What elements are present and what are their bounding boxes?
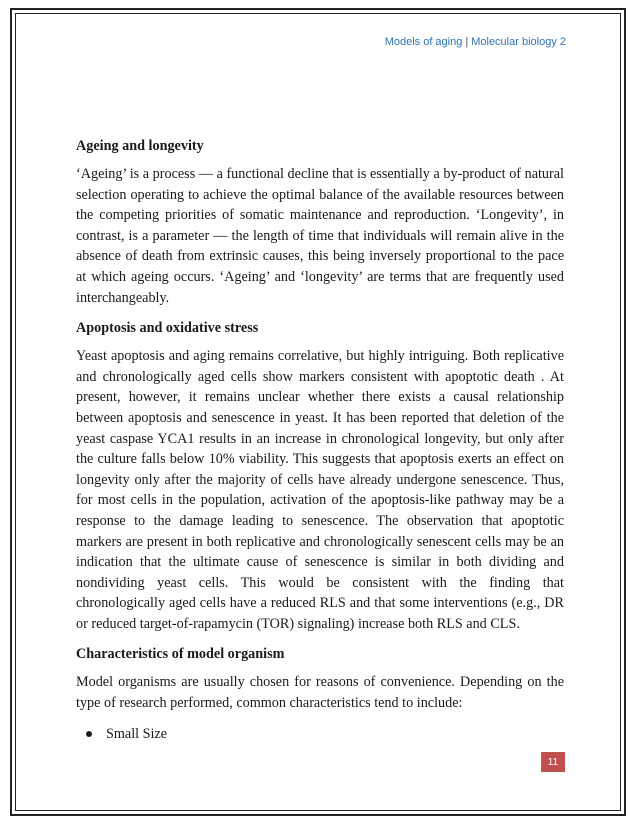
header-left: Models of aging: [384, 36, 463, 48]
characteristics-list: [76, 724, 564, 744]
header-separator: |: [465, 36, 469, 48]
paragraph-apoptosis: Yeast apoptosis and aging remains correlative, but highly intriguing. Both replicative and chronologically aged cells show markers consistent with apoptotic death . At present, however, it remains unclear whether there exists a causal relationship between apoptosis and senescence in yeast. It has been reported that deletion of the yeast caspase YCA1 results in an increase in chronological longevity, but only after the culture falls below 10% viability. This suggests that apoptosis exerts an effect on longevity only after the majority of cells have already undergone senescence. Thus, for most cells in the population, activation of the apoptosis-like pathway may be a response to the damage leading to senescence. The observation that apoptotic markers are present in both replicative and chronologically senescent cells may be an indication that the ultimate cause of senescence is similar in both dividing and nondividing yeast cells. This would be consistent with the finding that chronologically aged cells have a reduced RLS and that some interventions (e.g., DR or reduced target-of-rapamycin (TOR) signaling) increase both RLS and CLS.: [76, 348, 564, 632]
header-right: Molecular biology 2: [471, 36, 566, 48]
list-item-text: Small Size: [106, 725, 168, 742]
page-number-badge: [541, 752, 565, 772]
paragraph-ageing-longevity: ‘Ageing’ is a process — a functional decline that is essentially a by-product of natural selection operating to achieve the optimal balance of the available resources between the competing priorities of somatic maintenance and reproduction. ‘Longevity’, in contrast, is a parameter — the length of time that individuals will remain alive in the absence of death from extrinsic causes, this being inversely proportional to the pace at which ageing occurs. ‘Ageing’ and ‘longevity’ are terms that are frequently used interchangeably.: [76, 166, 564, 306]
heading-ageing-longevity: Ageing and longevity: [76, 138, 204, 154]
bullet-icon: [86, 731, 92, 737]
page-header: [385, 36, 566, 48]
paragraph-model-organism: Model organisms are usually chosen for reasons of convenience. Depending on the type of research performed, common characteristics tend to include:: [76, 674, 564, 712]
page-number: 11: [547, 756, 559, 768]
page-content: [76, 136, 564, 744]
list-item: [76, 724, 564, 744]
heading-apoptosis: Apoptosis and oxidative stress: [76, 320, 259, 337]
heading-model-organism: Characteristics of model organism: [76, 646, 285, 663]
